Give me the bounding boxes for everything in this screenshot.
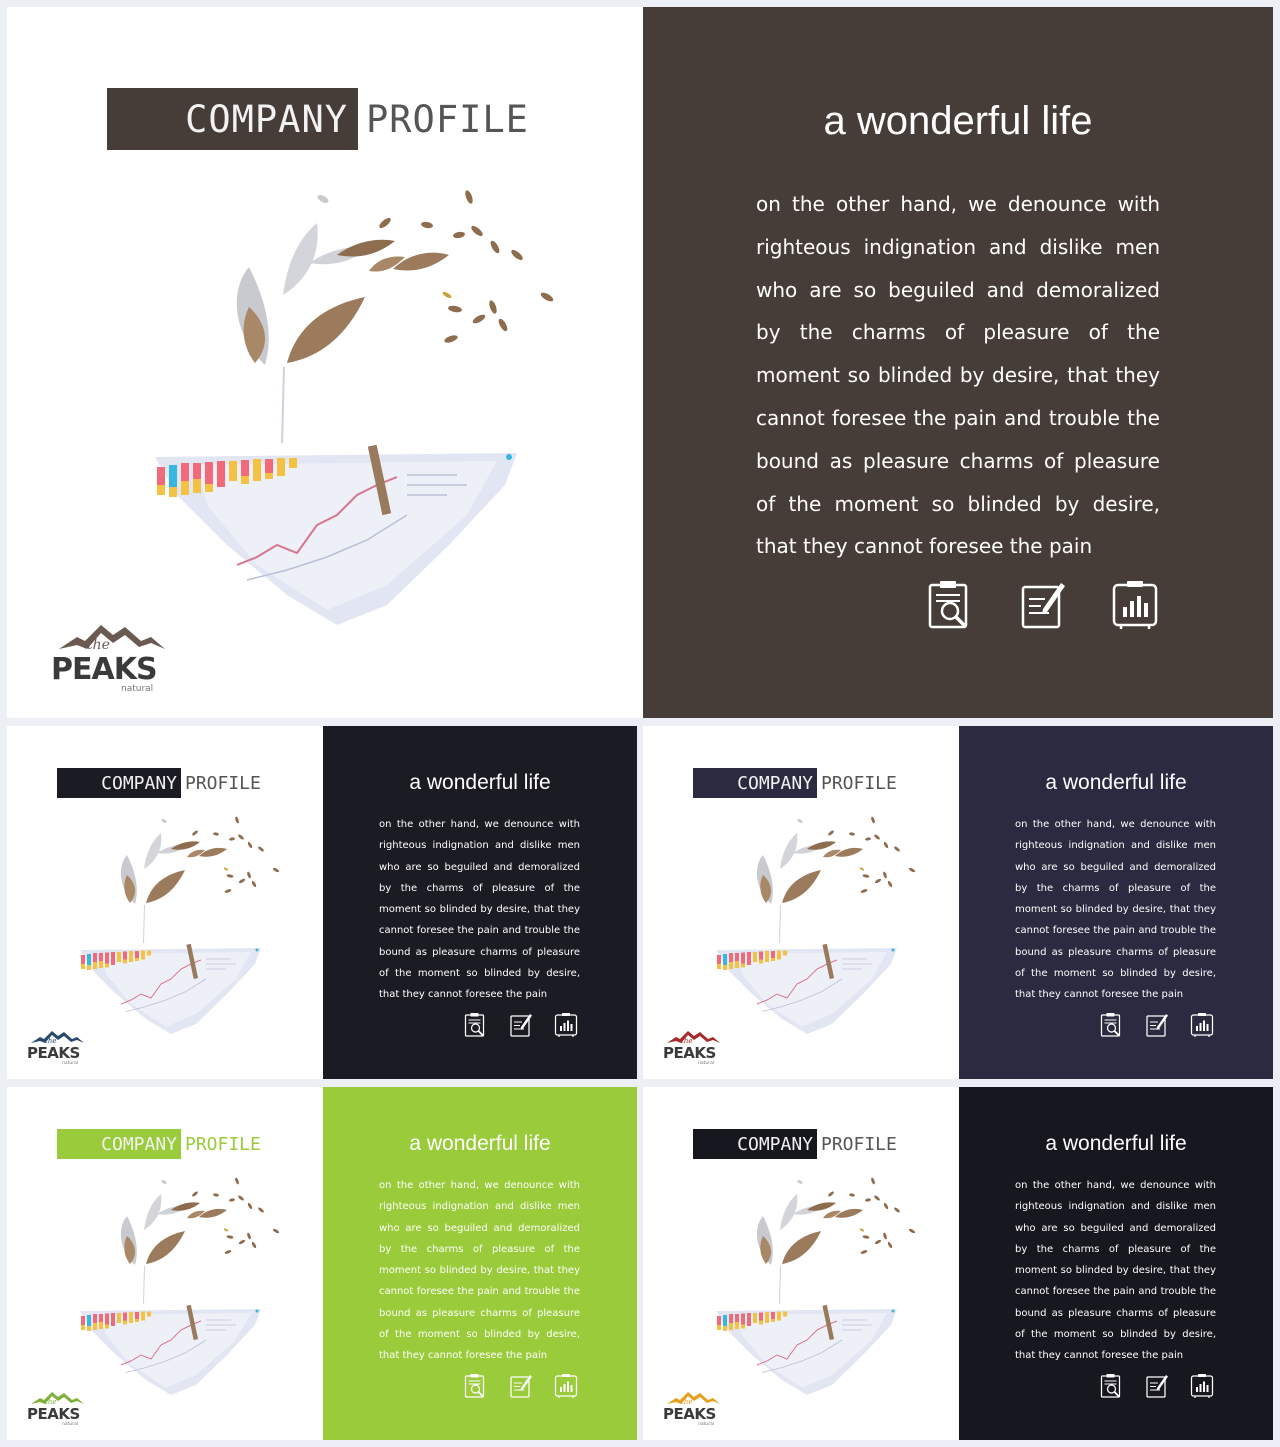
title-box (693, 1129, 817, 1159)
bar-chart-icon (554, 1373, 578, 1399)
plant-chart-illustration (71, 814, 281, 1034)
plant-chart-illustration (707, 814, 917, 1034)
title-box (693, 768, 817, 798)
slide-main (7, 7, 1273, 718)
title-box (57, 1129, 181, 1159)
icon-row (927, 579, 1159, 631)
title-box (57, 768, 181, 798)
company-profile-title (693, 1129, 897, 1159)
title-part2: PROFILE (185, 1133, 261, 1155)
title-part1: COMPANY (101, 772, 177, 794)
panel-title: a wonderful life (1045, 771, 1187, 794)
title-box (107, 88, 358, 150)
plant-chart-illustration (137, 185, 557, 625)
title-part2: PROFILE (821, 1133, 897, 1155)
title-part1: COMPANY (737, 772, 813, 794)
company-profile-title (693, 768, 897, 798)
icon-row (464, 1373, 578, 1399)
title-part2: PROFILE (821, 772, 897, 794)
slide-right-panel (323, 1087, 637, 1440)
icon-row (1100, 1373, 1214, 1399)
slide-right-panel (323, 726, 637, 1079)
panel-title: a wonderful life (1045, 1132, 1187, 1155)
icon-row (1100, 1012, 1214, 1038)
panel-title: a wonderful life (823, 99, 1093, 143)
slide-right-panel (959, 726, 1273, 1079)
panel-body-text: on the other hand, we denounce with righteous indignation and dislike men who are so beguiled and demoralized by the charms of pleasure of the moment so blinded by desire, that they cannot foresee the pain and trouble the bound as pleasure charms of pleasure of the moment so blinded by desire, that they cannot foresee the pain (1015, 819, 1216, 1001)
company-profile-title (57, 768, 261, 798)
bar-chart-icon (1111, 579, 1159, 631)
panel-title: a wonderful life (409, 1132, 551, 1155)
plant-chart-illustration (707, 1175, 917, 1395)
title-part1: COMPANY (185, 97, 348, 141)
slide-variant-black (643, 1087, 1273, 1440)
panel-body-text: on the other hand, we denounce with righteous indignation and dislike men who are so beguiled and demoralized by the charms of pleasure of the moment so blinded by desire, that they cannot foresee the pain and trouble the bound as pleasure charms of pleasure of the moment so blinded by desire, that they cannot foresee the pain (379, 819, 580, 1001)
title-part1: COMPANY (737, 1133, 813, 1155)
bar-chart-icon (1190, 1373, 1214, 1399)
slide-left-panel (7, 7, 643, 718)
peaks-logo (27, 1028, 87, 1065)
panel-body-text: on the other hand, we denounce with righteous indignation and dislike men who are so beguiled and demoralized by the charms of pleasure of the moment so blinded by desire, that they cannot foresee the pain and trouble the bound as pleasure charms of pleasure of the moment so blinded by desire, that they cannot foresee the pain (756, 192, 1160, 559)
document-edit-icon (509, 1012, 533, 1038)
company-profile-title (57, 1129, 261, 1159)
document-search-icon (464, 1373, 488, 1399)
company-profile-title (107, 88, 529, 150)
peaks-logo (51, 619, 171, 693)
slide-left-panel (643, 1087, 959, 1440)
document-search-icon (464, 1012, 488, 1038)
title-part1: COMPANY (101, 1133, 177, 1155)
bar-chart-icon (1190, 1012, 1214, 1038)
slide-variant-dark-navy (7, 726, 637, 1079)
slide-variant-lime (7, 1087, 637, 1440)
title-part2: PROFILE (366, 97, 529, 141)
document-edit-icon (509, 1373, 533, 1399)
title-part2: PROFILE (185, 772, 261, 794)
document-edit-icon (1019, 579, 1067, 631)
slide-left-panel (7, 726, 323, 1079)
panel-body-text: on the other hand, we denounce with righteous indignation and dislike men who are so beguiled and demoralized by the charms of pleasure of the moment so blinded by desire, that they cannot foresee the pain and trouble the bound as pleasure charms of pleasure of the moment so blinded by desire, that they cannot foresee the pain (1015, 1180, 1216, 1362)
slide-variant-indigo (643, 726, 1273, 1079)
peaks-logo (27, 1389, 87, 1426)
slide-left-panel (7, 1087, 323, 1440)
panel-title: a wonderful life (409, 771, 551, 794)
slide-right-panel (643, 7, 1273, 718)
document-search-icon (1100, 1373, 1124, 1399)
bar-chart-icon (554, 1012, 578, 1038)
slide-left-panel (643, 726, 959, 1079)
document-search-icon (1100, 1012, 1124, 1038)
icon-row (464, 1012, 578, 1038)
plant-chart-illustration (71, 1175, 281, 1395)
panel-body-text: on the other hand, we denounce with righteous indignation and dislike men who are so beguiled and demoralized by the charms of pleasure of the moment so blinded by desire, that they cannot foresee the pain and trouble the bound as pleasure charms of pleasure of the moment so blinded by desire, that they cannot foresee the pain (379, 1180, 580, 1362)
peaks-logo (663, 1389, 723, 1426)
slide-right-panel (959, 1087, 1273, 1440)
document-edit-icon (1145, 1373, 1169, 1399)
document-edit-icon (1145, 1012, 1169, 1038)
peaks-logo (663, 1028, 723, 1065)
document-search-icon (927, 579, 975, 631)
